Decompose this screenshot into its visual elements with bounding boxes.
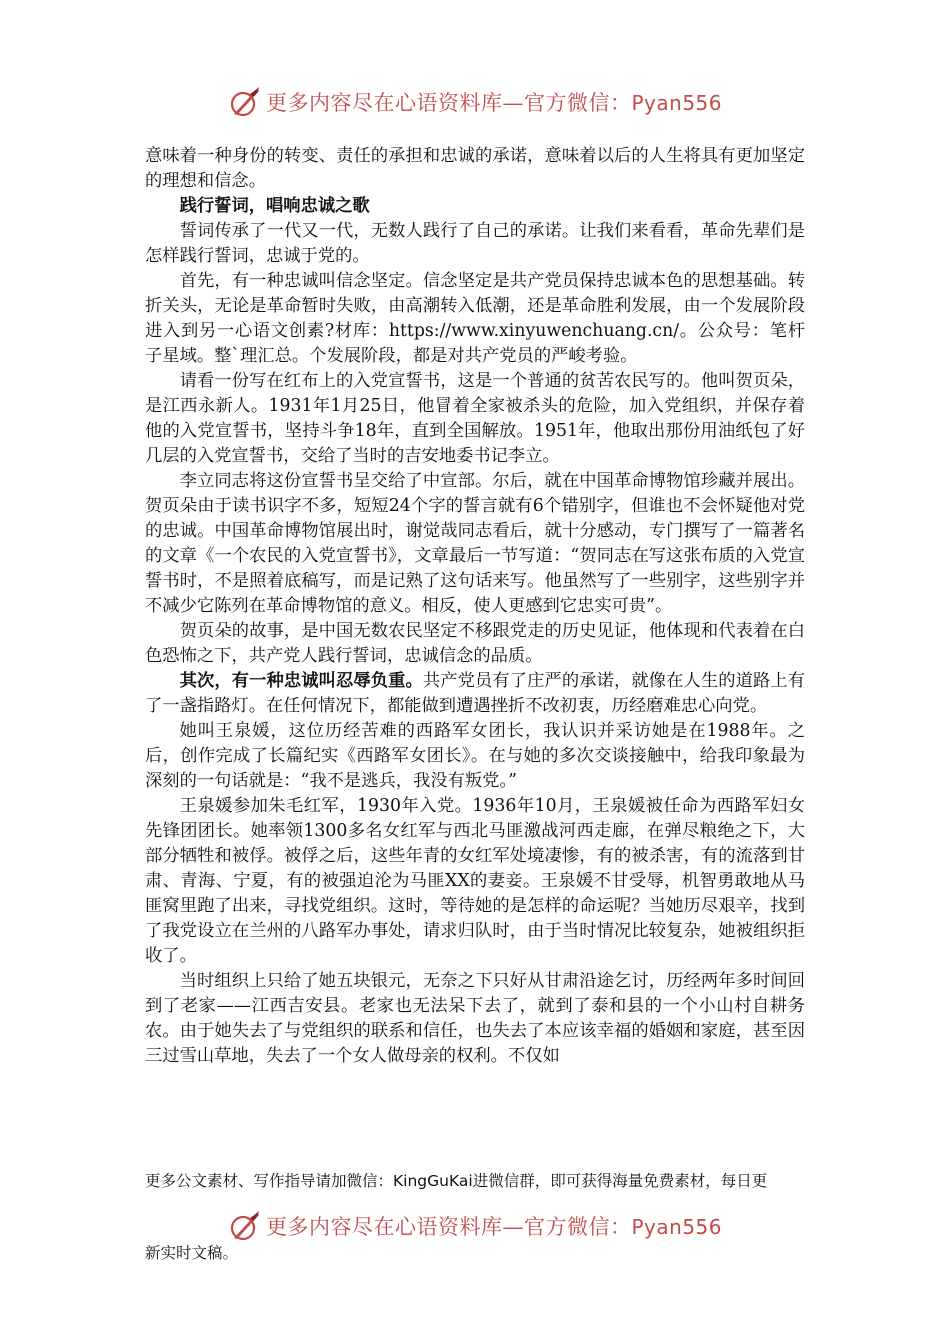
document-body xyxy=(145,144,805,1069)
paragraph: 意味着一种身份的转变、责任的承担和忠诚的承诺，意味着以后的人生将具有更加坚定的理想和信念。 xyxy=(145,146,805,191)
paragraph: 请看一份写在红布上的入党宣誓书，这是一个普通的贫苦农民写的。他叫贺页朵，是江西永新人。1931年1月25日，他冒着全家被杀头的危险，加入党组织，并保存着他的入党宣誓书，坚持斗争18年，直到全国解放。1951年，他取出那份用油纸包了好几层的入党宣誓书，交给了当时的吉安地委书记李立。 xyxy=(145,371,805,466)
footer-wechat-id: KingGuKai xyxy=(393,1172,473,1190)
footer-watermark-banner xyxy=(0,1206,950,1246)
watermark-text: 更多内容尽在心语资料库—官方微信：Pyan556 xyxy=(265,91,722,115)
header-watermark-banner xyxy=(0,82,950,122)
paragraph: 她叫王泉媛，这位历经苦难的西路军女团长，我认识并采访她是在1988年。之后，创作完成了长篇纪实《西路军女团长》。在与她的多次交谈接触中，给我印象最为深刻的一句话就是：“我不是逃兵，我没有叛党。” xyxy=(145,721,805,791)
section-heading: 践行誓词，唱响忠诚之歌 xyxy=(179,196,370,216)
paragraph-lead-bold: 其次，有一种忠诚叫忍辱负重。 xyxy=(179,671,423,691)
paragraph: 当时组织上只给了她五块银元，无奈之下只好从甘肃沿途乞讨，历经两年多时间回到了老家——江西吉安县。老家也无法呆下去了，就到了泰和县的一个小山村自耕务农。由于她失去了与党组织的联系和信任，也失去了本应该幸福的婚姻和家庭，甚至因三过雪山草地，失去了一个女人做母亲的权利。不仅如 xyxy=(145,971,805,1066)
paragraph: 首先，有一种忠诚叫信念坚定。信念坚定是共产党员保持忠诚本色的思想基础。转折关头，无论是革命暂时失败，由高潮转入低潮，还是革命胜利发展，由一个发展阶段进入到另一心语文创素?材库：https://www.xinyuwenchuang.cn/。公众号：笔杆子星域。整`理汇总。个发展阶段，都是对共产党员的严峻考验。 xyxy=(145,271,805,366)
quill-pen-icon xyxy=(228,1209,262,1243)
paragraph: 誓词传承了一代又一代，无数人践行了自己的承诺。让我们来看看，革命先辈们是怎样践行誓词，忠诚于党的。 xyxy=(145,221,805,266)
paragraph-rest: 共产党员有了庄严的承诺，就像在人生的道路上有了一盏指路灯。在任何情况下，都能做到遭遇挫折不改初衷，历经磨难忠心向党。 xyxy=(145,671,805,716)
quill-pen-icon xyxy=(228,85,262,119)
footer-promo-continuation: 新实时文稿。 xyxy=(145,1244,239,1262)
paragraph: 贺页朵的故事，是中国无数农民坚定不移跟党走的历史见证，他体现和代表着在白色恐怖之下，共产党人践行誓词，忠诚信念的品质。 xyxy=(145,621,805,666)
watermark-text: 更多内容尽在心语资料库—官方微信：Pyan556 xyxy=(265,1215,722,1239)
paragraph xyxy=(145,669,805,719)
paragraph: 王泉媛参加朱毛红军，1930年入党。1936年10月，王泉媛被任命为西路军妇女先锋团团长。她率领1300多名女红军与西北马匪激战河西走廊，在弹尽粮绝之下，大部分牺牲和被俘。被俘之后，这些年青的女红军处境凄惨，有的被杀害，有的流落到甘肃、青海、宁夏，有的被强迫沦为马匪XX的妻妾。王泉媛不甘受辱，机智勇敢地从马匪窝里跑了出来，寻找党组织。这时，等待她的是怎样的命运呢？当她历尽艰辛，找到了我党设立在兰州的八路军办事处，请求归队时，由于当时情况比较复杂，她被组织拒收了。 xyxy=(145,796,805,966)
footer-promo-note: 更多公文素材、写作指导请加微信：KingGuKai进微信群，即可获得海量免费素材，每日更 xyxy=(145,1172,768,1190)
paragraph: 李立同志将这份宣誓书呈交给了中宣部。尔后，就在中国革命博物馆珍藏并展出。贺页朵由于读书识字不多，短短24个字的誓言就有6个错别字，但谁也不会怀疑他对党的忠诚。中国革命博物馆展出时，谢觉哉同志看后，就十分感动，专门撰写了一篇著名的文章《一个农民的入党宣誓书》，文章最后一节写道：“贺同志在写这张布质的入党宣誓书时，不是照着底稿写，而是记熟了这句话来写。他虽然写了一些别字，这些别字并不减少它陈列在革命博物馆的意义。相反，使人更感到它忠实可贵”。 xyxy=(145,471,805,616)
